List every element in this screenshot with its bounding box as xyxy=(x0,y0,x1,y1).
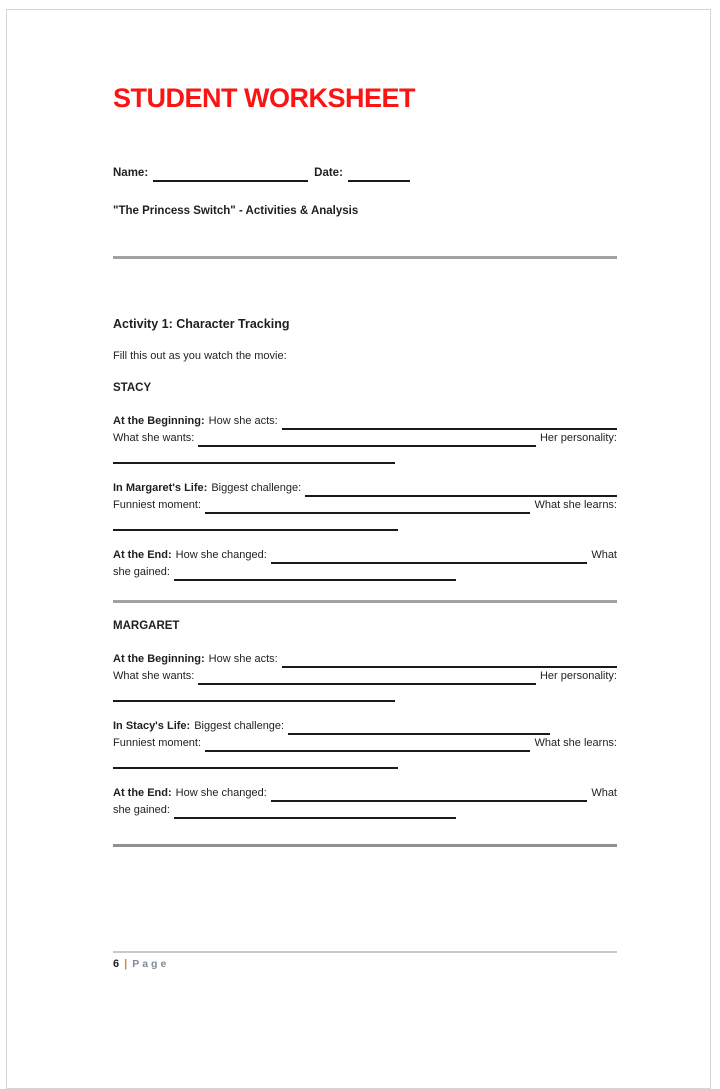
fill-in-blank xyxy=(113,755,398,769)
worksheet-paragraph xyxy=(113,651,617,702)
page-title: STUDENT WORKSHEET xyxy=(113,83,415,113)
fill-in-blank xyxy=(282,416,617,430)
worksheet-line xyxy=(113,802,617,819)
field-label: What she learns: xyxy=(534,737,617,750)
fill-in-blank xyxy=(288,721,550,735)
field-label: What she wants: xyxy=(113,670,195,683)
field-label: What she learns: xyxy=(534,499,617,512)
worksheet-line xyxy=(113,430,617,447)
name-blank-field xyxy=(153,168,308,182)
worksheet-line xyxy=(113,668,617,685)
worksheet-line xyxy=(113,735,617,752)
fill-in-blank xyxy=(271,788,588,802)
fill-in-blank xyxy=(113,517,398,531)
fill-in-blank xyxy=(174,567,456,581)
worksheet-line xyxy=(113,514,617,531)
character-name-heading: MARGARET xyxy=(113,620,180,633)
worksheet-line xyxy=(113,651,617,668)
character-name-heading: STACY xyxy=(113,382,152,395)
page-footer xyxy=(113,957,617,972)
worksheet-paragraph xyxy=(113,480,617,531)
fill-in-blank xyxy=(282,654,617,668)
field-label: What xyxy=(591,787,617,800)
activity-heading: Activity 1: Character Tracking xyxy=(113,317,290,332)
field-label: How she acts: xyxy=(208,415,278,428)
field-label: Funniest moment: xyxy=(113,737,202,750)
footer-separator: | xyxy=(124,958,128,971)
worksheet-line xyxy=(113,564,617,581)
worksheet-line xyxy=(113,752,617,769)
worksheet-line xyxy=(113,413,617,430)
footer-rule xyxy=(113,951,617,953)
date-blank-field xyxy=(348,168,410,182)
worksheet-line xyxy=(113,685,617,702)
footer-page-number: 6 xyxy=(113,958,120,971)
character-sections xyxy=(113,380,617,819)
field-label: Biggest challenge: xyxy=(194,720,285,733)
field-label: How she changed: xyxy=(175,549,267,562)
field-label: she gained: xyxy=(113,804,170,817)
worksheet-line xyxy=(113,480,617,497)
date-label: Date: xyxy=(314,167,343,180)
fill-in-blank xyxy=(198,671,536,685)
section-divider xyxy=(113,844,617,847)
field-label: Biggest challenge: xyxy=(211,482,302,495)
bold-label: At the Beginning: xyxy=(113,415,205,428)
bold-label: At the End: xyxy=(113,787,172,800)
bold-label: At the Beginning: xyxy=(113,653,205,666)
field-label: she gained: xyxy=(113,566,170,579)
section-divider xyxy=(113,600,617,603)
section-divider xyxy=(113,256,617,259)
page-content xyxy=(113,10,617,972)
fill-in-blank xyxy=(113,450,395,464)
field-label: Her personality: xyxy=(539,432,617,445)
footer-page-word: Page xyxy=(132,958,170,971)
field-label: Her personality: xyxy=(539,670,617,683)
worksheet-line xyxy=(113,447,617,464)
fill-in-blank xyxy=(305,483,617,497)
fill-in-blank xyxy=(271,550,588,564)
field-label: Funniest moment: xyxy=(113,499,202,512)
field-label: What she wants: xyxy=(113,432,195,445)
worksheet-subtitle: "The Princess Switch" - Activities & Analysis xyxy=(113,205,359,218)
worksheet-line xyxy=(113,497,617,514)
bold-label: At the End: xyxy=(113,549,172,562)
name-label: Name: xyxy=(113,167,149,180)
fill-in-blank xyxy=(198,433,536,447)
worksheet-line xyxy=(113,547,617,564)
field-label: What xyxy=(591,549,617,562)
activity-instructions: Fill this out as you watch the movie: xyxy=(113,350,287,363)
field-label: How she changed: xyxy=(175,787,267,800)
worksheet-paragraph xyxy=(113,547,617,581)
worksheet-line xyxy=(113,785,617,802)
fill-in-blank xyxy=(174,805,456,819)
worksheet-paragraph xyxy=(113,785,617,819)
worksheet-line xyxy=(113,718,617,735)
worksheet-paragraph xyxy=(113,718,617,769)
fill-in-blank xyxy=(205,738,530,752)
document-page xyxy=(6,9,711,1089)
bold-label: In Stacy's Life: xyxy=(113,720,191,733)
field-label: How she acts: xyxy=(208,653,278,666)
name-date-row xyxy=(113,165,617,182)
bold-label: In Margaret's Life: xyxy=(113,482,208,495)
worksheet-paragraph xyxy=(113,413,617,464)
fill-in-blank xyxy=(205,500,530,514)
fill-in-blank xyxy=(113,688,395,702)
